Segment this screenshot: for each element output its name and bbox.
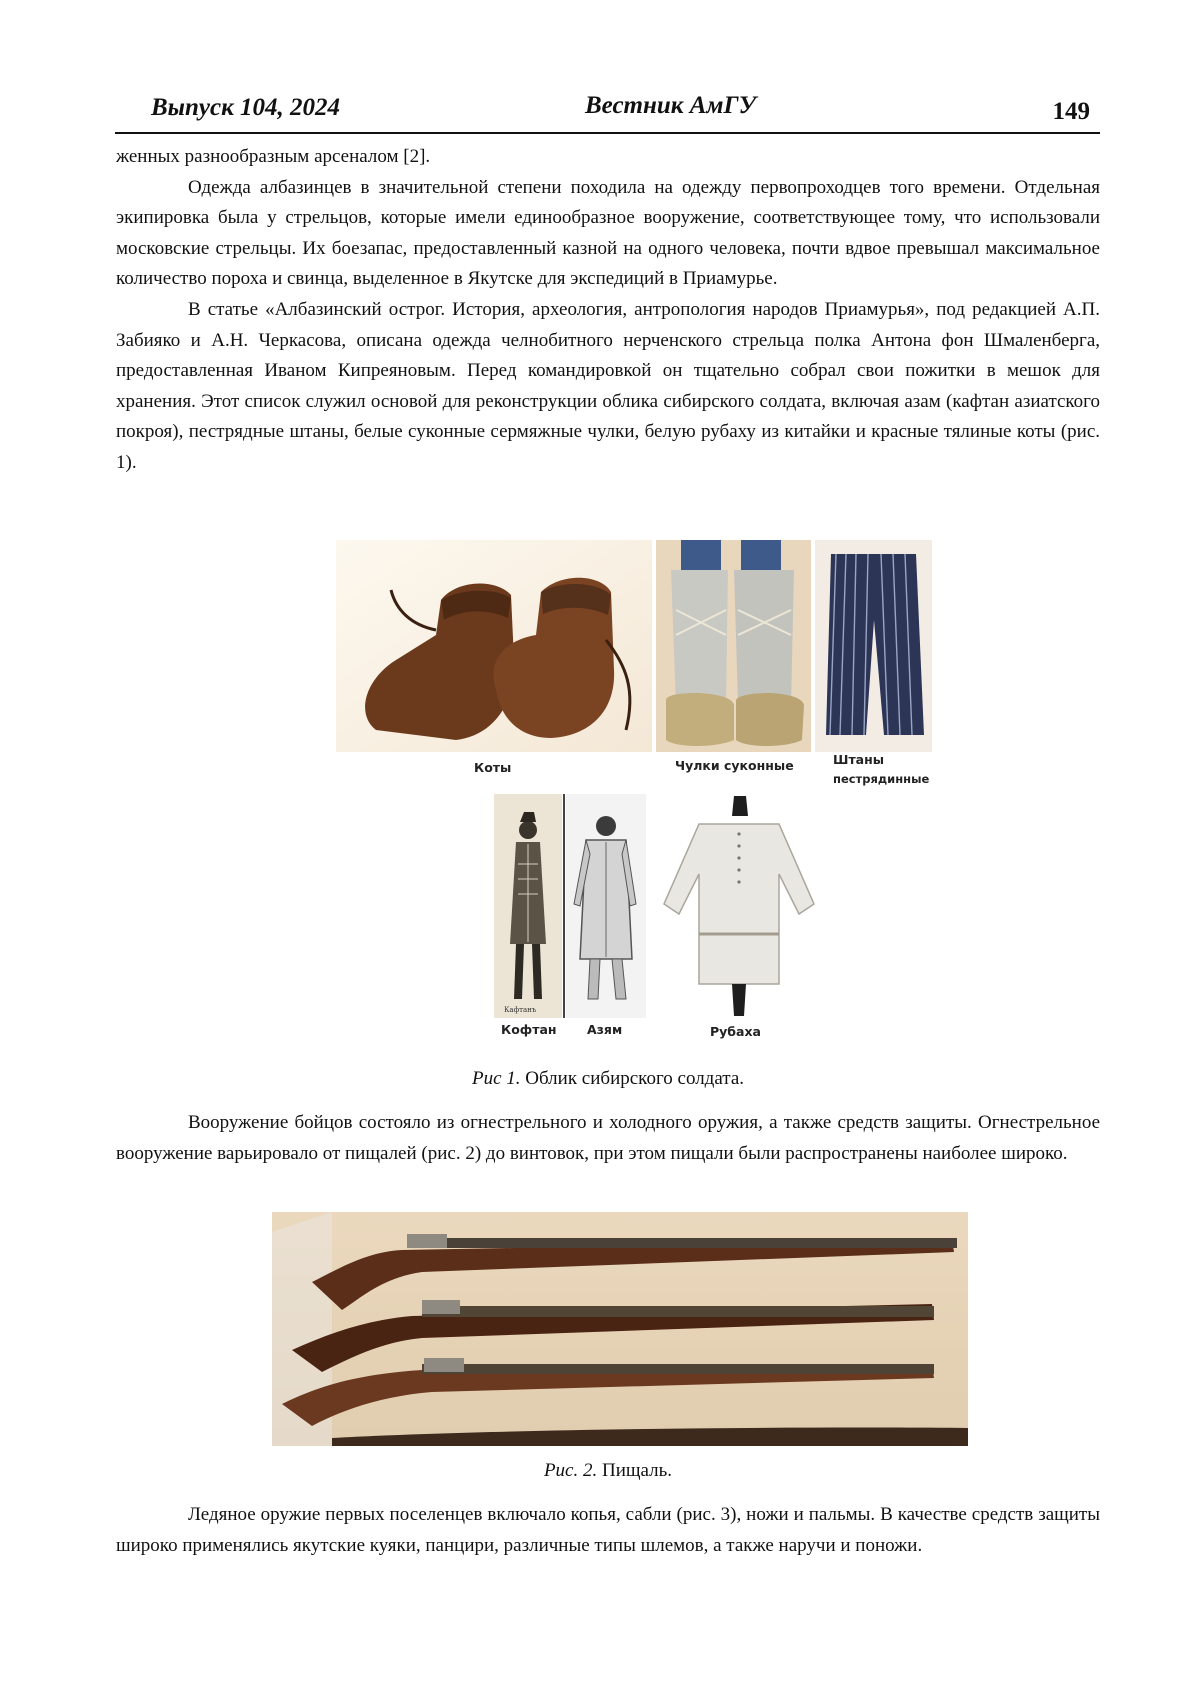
paragraph: Ледяное оружие первых поселенцев включало копья, сабли (рис. 3), ножи и пальмы. В качестве средств защиты широко применялись якутские куяки, панцири, различные типы шлемов, а также наручи и поножи. [116, 1504, 1100, 1556]
paragraph: Одежда албазинцев в значительной степени походила на одежду первопроходцев того времени. Отдельная экипировка была у стрельцов, которые имели единообразное вооружение, соответствующее тому, что использовали московские стрельцы. Их боезапас, предоставленный казной на одного человека, почти вдвое превышал максимальное количество пороха и свинца, выделенное в Якутске для экспедиций в Приамурье. [116, 176, 1100, 290]
kaftan-engraving [494, 794, 562, 1018]
rubakha-photo [652, 794, 828, 1018]
issue-label: Выпуск 104, 2024 [151, 94, 341, 121]
paragraph: В статье «Албазинский острог. История, археология, антропология народов Приамурья», под редакцией А.П. Забияко и А.Н. Черкасова, описана одежда челнобитного нерченского стрельца полка Антона фон Шмаленберга, предоставленная Иваном Кипреяновым. Перед командировкой он тщательно собрал свои пожитки в мешок для хранения. Этот список служил основой для реконструкции облика сибирского солдата, включая азам (кафтан азиатского покроя), пестрядные штаны, белые суконные сермяжные чулки, белую рубаху из китайки и красные тялиные коты (рис. 1). [116, 298, 1100, 473]
figure-2-caption-number: Рис. 2. [543, 1460, 598, 1481]
journal-title: Вестник АмГУ [585, 92, 756, 119]
figure-1-caption-text: Облик сибирского солдата. [520, 1068, 745, 1089]
label-shtany-2: пестрядинные [833, 772, 930, 786]
figure-2-muskets-photo [272, 1212, 968, 1446]
paragraph: женных разнообразным арсеналом [2]. [116, 146, 431, 167]
running-header [115, 92, 1100, 134]
label-shtany-1: Штаны [833, 752, 885, 767]
azyam-drawing [566, 794, 646, 1018]
body-text-bottom [116, 1500, 1100, 1561]
label-azyam: Азям [587, 1022, 623, 1037]
label-chulki: Чулки суконные [675, 758, 794, 773]
chulki-photo [656, 540, 811, 752]
figure-1-caption-number: Рис 1. [471, 1068, 521, 1089]
figure-2-caption-text: Пищаль. [597, 1460, 673, 1481]
label-kaftan: Кофтан [501, 1022, 557, 1037]
figure-1-bottom-row [494, 794, 828, 1018]
shtany-photo [815, 540, 932, 752]
figure-1-top-row [336, 540, 932, 752]
page-number: 149 [1052, 98, 1090, 125]
label-koty: Коты [474, 760, 512, 775]
koty-photo [336, 540, 652, 752]
label-rubakha: Рубаха [710, 1024, 761, 1039]
paragraph: Вооружение бойцов состояло из огнестрельного и холодного оружия, а также средств защиты. Огнестрельное вооружение варьировало от пищалей (рис. 2) до винтовок, при этом пищали были распространены наиболее широко. [116, 1112, 1100, 1164]
figure-2-caption [116, 1460, 1100, 1482]
body-text-middle [116, 1108, 1100, 1169]
kaftan-engraving-tag: Кафтанъ [504, 1006, 537, 1014]
figure-1-caption [116, 1068, 1100, 1090]
body-text-top [116, 142, 1100, 479]
